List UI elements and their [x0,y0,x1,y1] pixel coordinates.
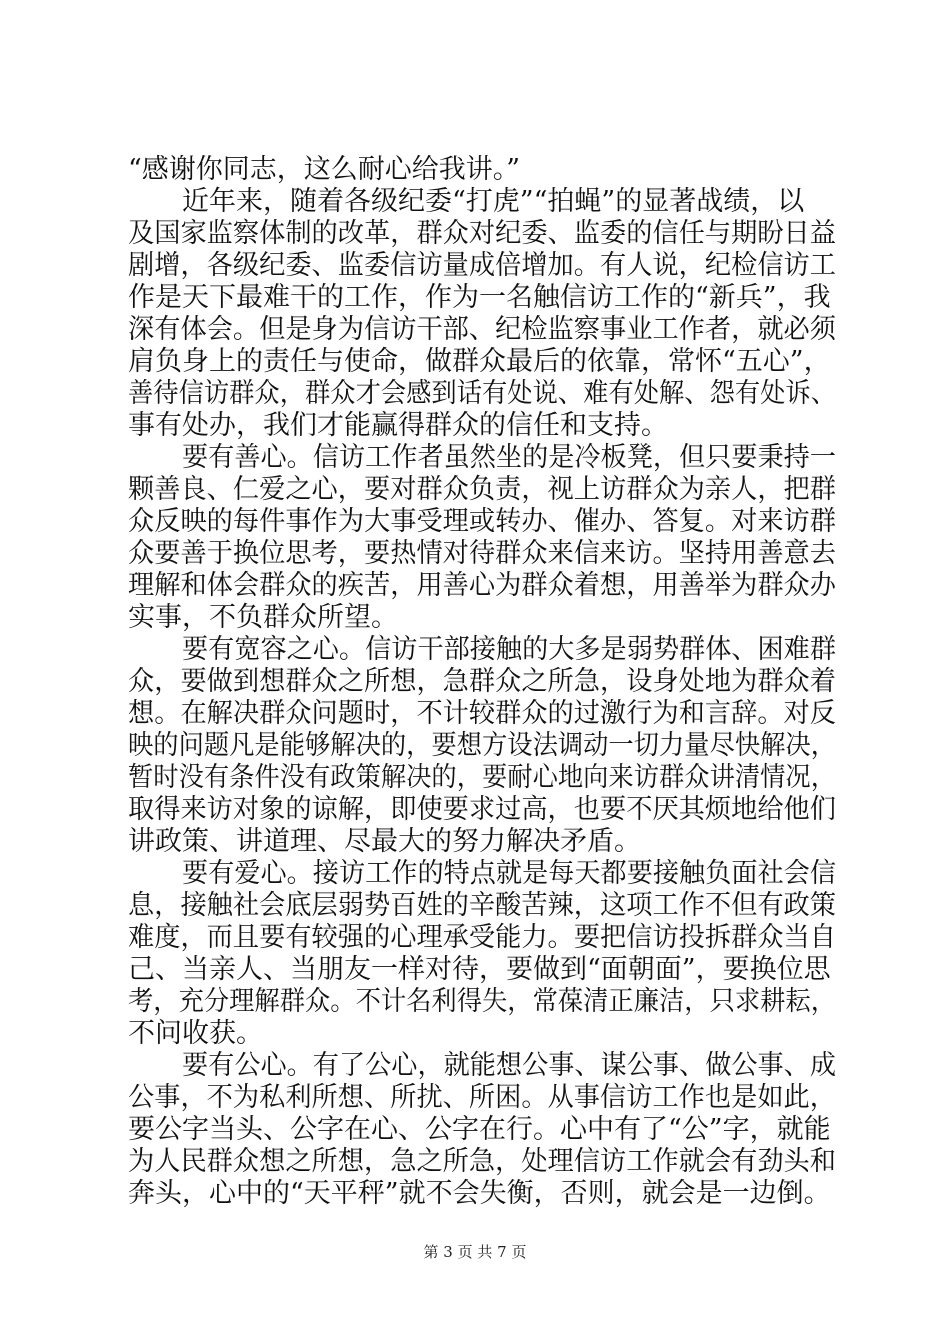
text-line: 取得来访对象的谅解，即使要求过高，也要不厌其烦地给他们 [128,794,836,825]
text-line: 作是天下最难干的工作，作为一名触信访工作的“新兵”，我 [128,282,831,313]
paragraph-first-line: 要有宽容之心。信访干部接触的大多是弱势群体、困难群 [182,634,836,665]
text-line: 颗善良、仁爱之心，要对群众负责，视上访群众为亲人，把群 [128,474,836,505]
text-line: 众要善于换位思考，要热情对待群众来信来访。坚持用善意去 [128,538,836,569]
text-line: 讲政策、讲道理、尽最大的努力解决矛盾。 [128,826,641,857]
text-line: 难度，而且要有较强的心理承受能力。要把信访投拆群众当自 [128,922,836,953]
paragraph-first-line: 要有爱心。接访工作的特点就是每天都要接触负面社会信 [182,858,836,889]
text-line: 映的问题凡是能够解决的，要想方设法调动一切力量尽快解决， [128,730,836,761]
paragraph-first-line: 要有善心。信访工作者虽然坐的是冷板凳，但只要秉持一 [182,442,836,473]
text-line: 要公字当头、公字在心、公字在行。心中有了“公”字，就能 [128,1114,831,1145]
text-line: 为人民群众想之所想，急之所急，处理信访工作就会有劲头和 [128,1146,836,1177]
text-line: 剧增，各级纪委、监委信访量成倍增加。有人说，纪检信访工 [128,250,836,281]
text-line: 众，要做到想群众之所想，急群众之所急，设身处地为群众着 [128,666,836,697]
text-line: 己、当亲人、当朋友一样对待，要做到“面朝面”，要换位思 [128,954,831,985]
text-line: 众反映的每件事作为大事受理或转办、催办、答复。对来访群 [128,506,836,537]
text-line: 不问收获。 [128,1018,263,1049]
text-line: 想。在解决群众问题时，不计较群众的过激行为和言辞。对反 [128,698,836,729]
text-line: 公事，不为私利所想、所扰、所困。从事信访工作也是如此， [128,1082,836,1113]
text-line: 考，充分理解群众。不计名利得失，常葆清正廉洁，只求耕耘， [128,986,836,1017]
text-line: 息，接触社会底层弱势百姓的辛酸苦辣，这项工作不但有政策 [128,890,836,921]
page-footer: 第 3 页 共 7 页 [423,1243,527,1261]
text-line: 事有处办，我们才能赢得群众的信任和支持。 [128,410,668,441]
text-line: 及国家监察体制的改革，群众对纪委、监委的信任与期盼日益 [128,218,836,249]
text-line: 暂时没有条件没有政策解决的，要耐心地向来访群众讲清情况， [128,762,836,793]
paragraph-first-line: 近年来，随着各级纪委“打虎”“拍蝇”的显著战绩，以 [182,186,805,217]
text-line: “感谢你同志，这么耐心给我讲。” [128,154,521,185]
text-line: 善待信访群众，群众才会感到话有处说、难有处解、怨有处诉、 [128,378,836,409]
text-line: 深有体会。但是身为信访干部、纪检监察事业工作者，就必须 [128,314,836,345]
text-line: 理解和体会群众的疾苦，用善心为群众着想，用善举为群众办 [128,570,836,601]
text-line: 实事，不负群众所望。 [128,602,398,633]
text-line: 肩负身上的责任与使命，做群众最后的依靠，常怀“五心”， [128,346,831,377]
paragraph-first-line: 要有公心。有了公心，就能想公事、谋公事、做公事、成 [182,1050,836,1081]
text-line: 奔头，心中的“天平秤”就不会失衡，否则，就会是一边倒。 [128,1178,831,1209]
